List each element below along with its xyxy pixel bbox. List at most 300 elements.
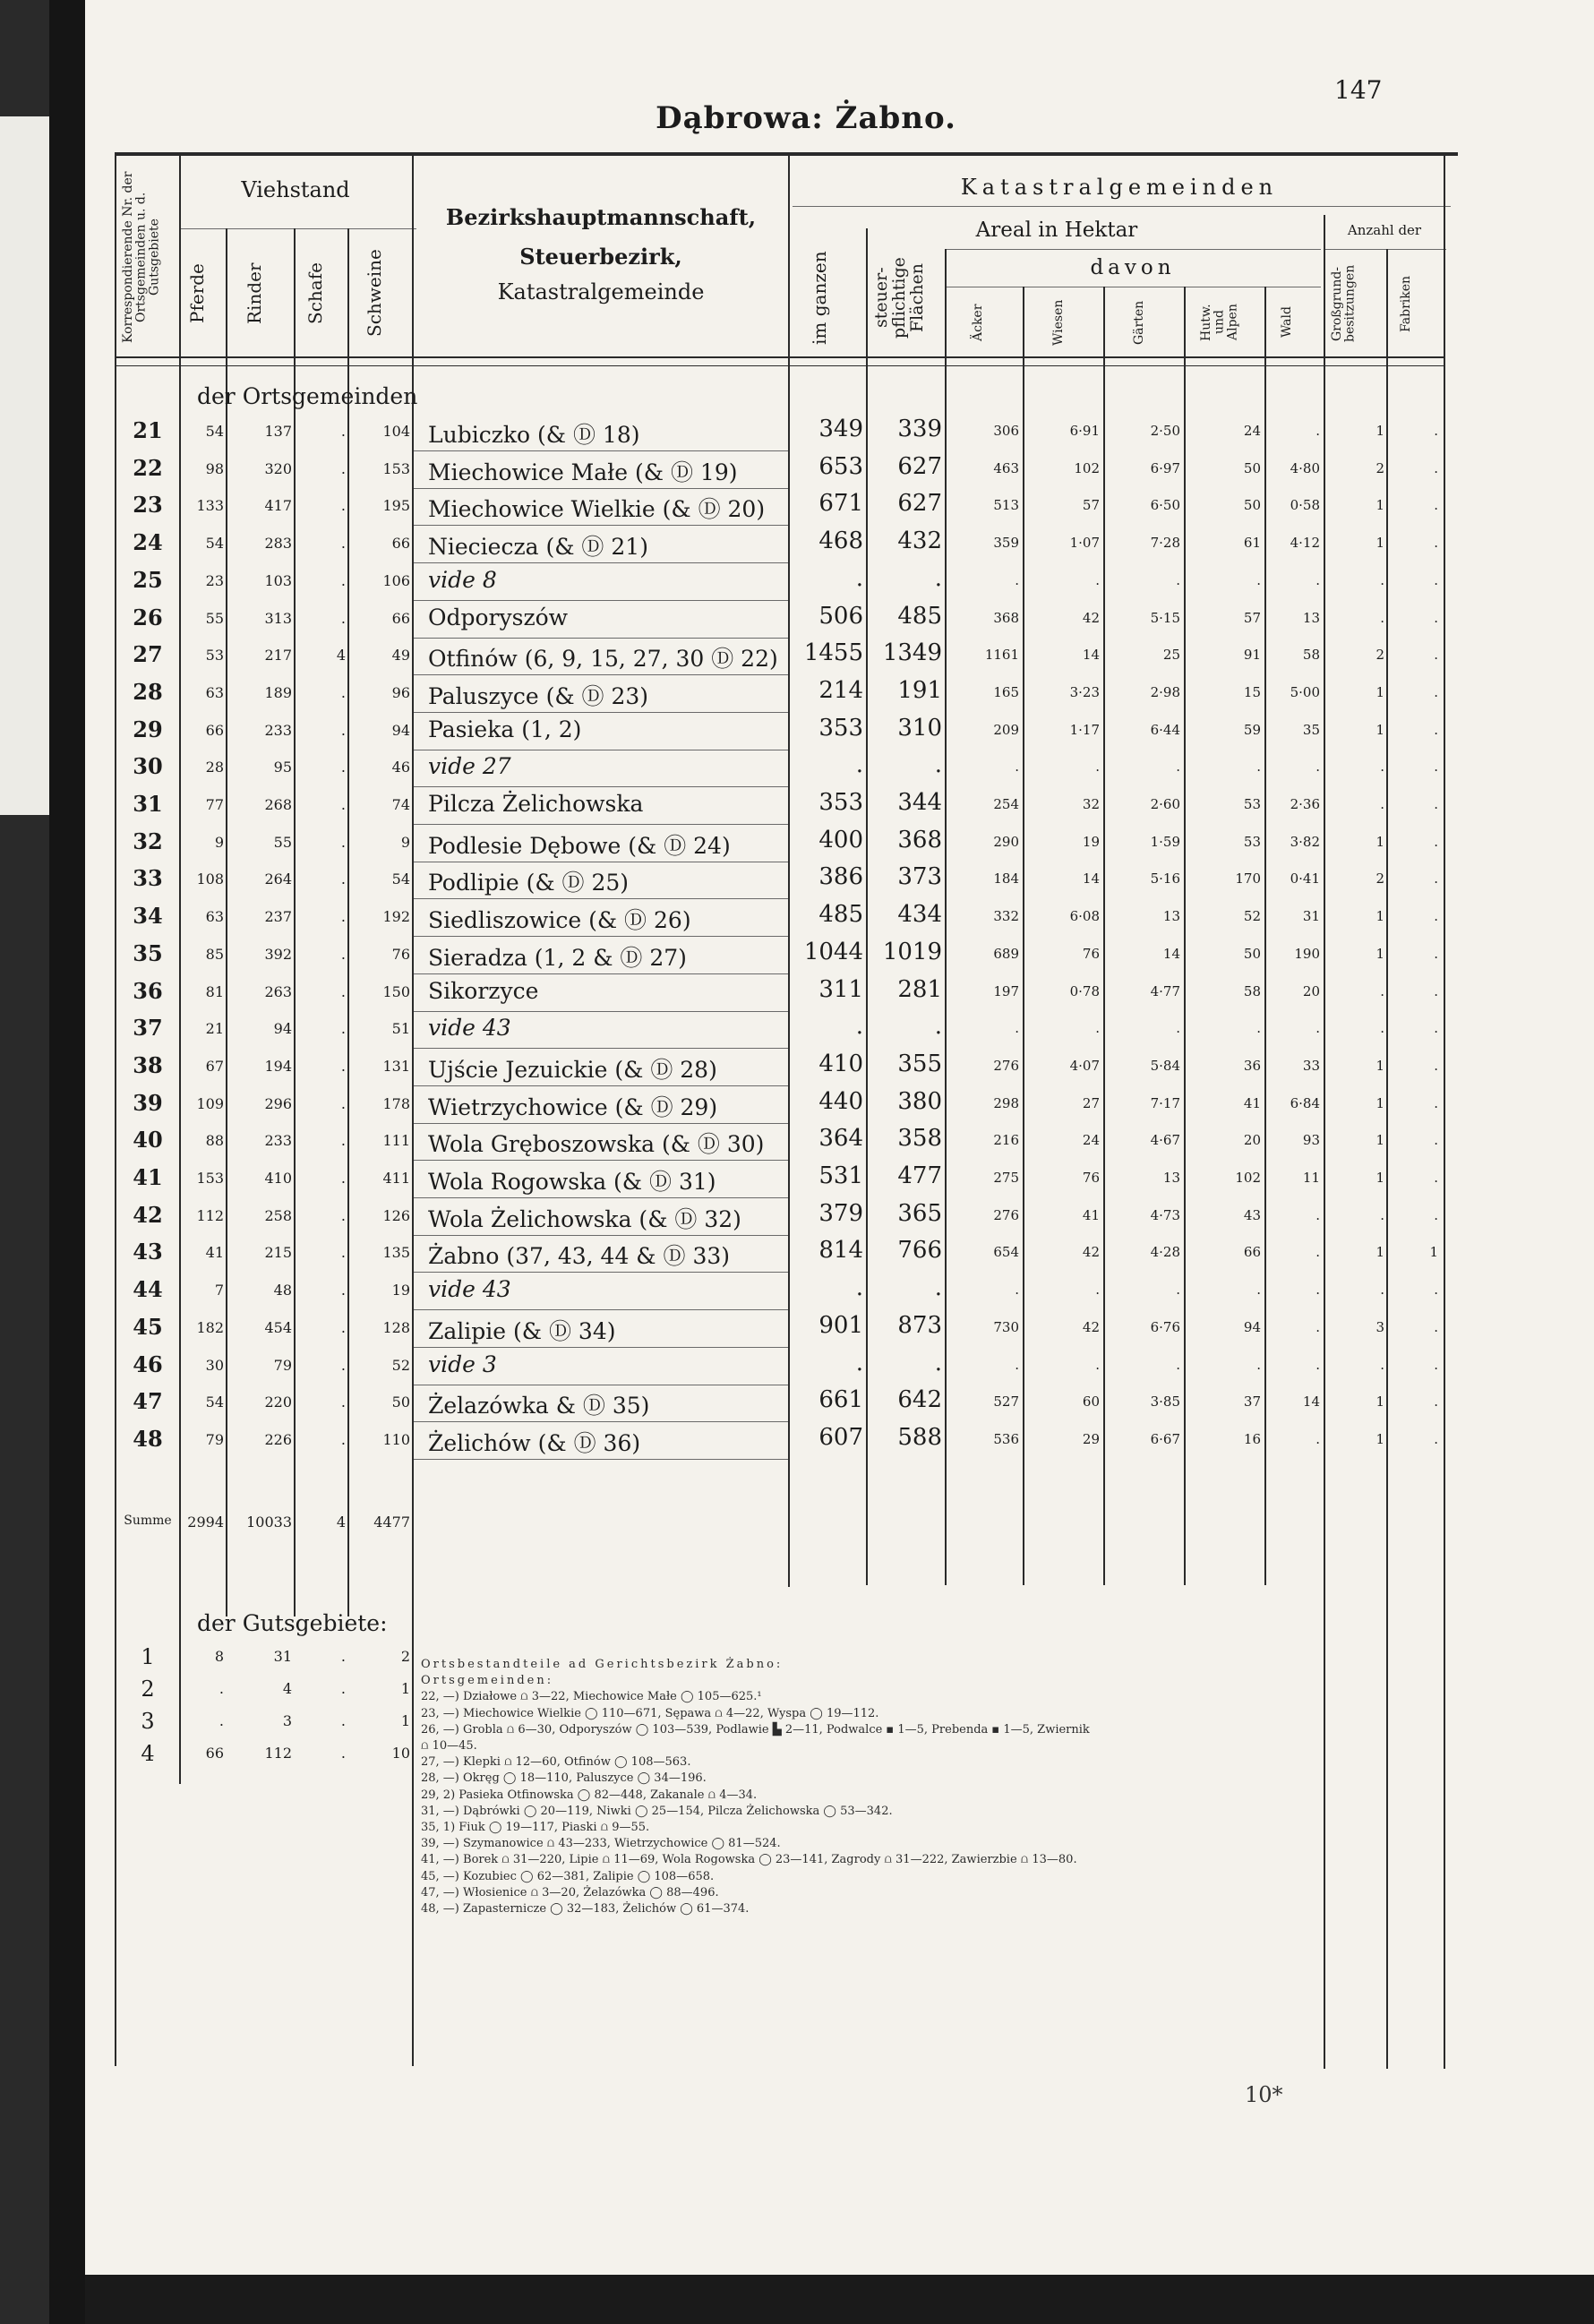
cell-sw: 106 [382,571,410,589]
cell-sw: 195 [382,497,410,515]
header-bezirk-2: Steuerbezirk, [519,244,682,270]
note-line: 45, —) Kozubiec ◯ 62—381, Zalipie ◯ 108—658. [421,1869,715,1883]
row-rule [414,1309,788,1310]
row-number: 43 [133,1239,163,1265]
note-line: 27, —) Klepki ⩍ 12—60, Otfinów ◯ 108—563. [421,1755,691,1770]
cell-pf: 63 [205,908,224,926]
row-number: 37 [133,1015,163,1042]
header-bottom-rule [115,356,1444,358]
summe-label: Summe [124,1514,172,1528]
cell-sw: 54 [391,870,410,888]
cell-steu: 373 [897,863,942,891]
cell-wie: . [1095,1356,1100,1373]
cell-gro: 1 [1375,423,1384,439]
cell-ri: 263 [264,982,292,1000]
rule-v10 [1023,287,1024,1585]
guts-ri: 3 [282,1712,292,1729]
cell-ack: 276 [993,1057,1019,1074]
cell-sw: 110 [382,1430,410,1448]
cell-hut: 58 [1243,982,1261,999]
cell-hut: 57 [1243,609,1261,626]
cell-ri: 226 [264,1430,292,1448]
cell-wie: 102 [1074,459,1100,476]
cell-steu: 368 [897,826,942,853]
cell-steu: 432 [897,527,942,555]
notes-lines [421,1689,1433,1917]
cell-fab: . [1434,571,1438,588]
header-im-ganzen: im ganzen [809,251,830,345]
cell-wal: 0·58 [1290,497,1320,514]
row-number: 27 [133,641,163,668]
cell-hut: . [1256,1356,1261,1373]
cell-wie: 6·08 [1069,908,1100,925]
katastral-name: vide 3 [428,1351,497,1377]
row-number: 45 [133,1313,163,1340]
row-rule [414,638,788,639]
cell-ganz: 485 [818,901,863,929]
cell-gar: 6·97 [1150,459,1180,476]
cell-wie: 29 [1082,1430,1100,1447]
cell-hut: . [1256,1020,1261,1037]
katastral-name: Podlipie (& Ⓓ 25) [428,870,630,896]
cell-wal: 3·82 [1290,833,1320,850]
cell-ack: 463 [993,459,1019,476]
cell-wal: . [1315,759,1320,776]
cell-sc: . [340,1206,346,1224]
cell-gro: . [1380,571,1384,588]
cell-wie: 60 [1082,1394,1100,1411]
guts-pf: 8 [214,1648,224,1665]
cell-ri: 220 [264,1394,292,1411]
row-number: 29 [133,716,163,742]
cell-fab: . [1434,759,1438,776]
row-number: 41 [133,1164,163,1190]
guts-sc: . [340,1745,346,1762]
row-rule [414,674,788,675]
guts-sc: . [340,1680,346,1697]
cell-ganz: 379 [818,1199,863,1227]
cell-ganz: 311 [818,975,863,1003]
guts-sc: . [340,1648,346,1665]
cell-hut: 50 [1243,459,1261,476]
cell-gro: 1 [1375,1057,1384,1074]
row-rule [414,600,788,601]
rule-v7 [788,154,790,1587]
row-rule [414,1421,788,1422]
row-number: 33 [133,865,163,892]
cell-ganz: 468 [818,527,863,555]
cell-wie: 41 [1082,1206,1100,1223]
row-number: 35 [133,939,163,966]
note-line: ⩍ 10—45. [421,1739,477,1754]
cell-fab: . [1434,833,1438,850]
cell-ri: 194 [264,1057,292,1075]
cell-sw: 66 [391,535,410,553]
row-number: 30 [133,753,163,780]
guts-ri: 4 [282,1680,292,1697]
cell-sc: . [340,796,346,813]
cell-pf: 112 [196,1206,224,1224]
row-number: 47 [133,1388,163,1415]
row-rule [414,1048,788,1049]
cell-gar: 13 [1162,1170,1180,1186]
cell-wie: 1·17 [1069,721,1100,738]
cell-wie: 0·78 [1069,982,1100,999]
cell-pf: 153 [196,1170,224,1187]
cell-wal: 6·84 [1290,1094,1320,1111]
cell-ganz: 653 [818,452,863,480]
cell-sw: 96 [391,683,410,701]
cell-steu: . [934,1349,942,1376]
cell-hut: 41 [1243,1094,1261,1111]
note-line: 47, —) Włosienice ⩍ 3—20, Żelazówka ◯ 88—496. [421,1885,719,1900]
row-number: 21 [133,417,163,443]
viehstand-underline [179,228,416,229]
cell-steu: 344 [897,789,942,816]
cell-sc: . [340,945,346,963]
cell-gar: 7·17 [1150,1094,1180,1111]
cell-sc: . [340,1057,346,1075]
cell-sc: . [340,683,346,701]
cell-wal: . [1315,571,1320,588]
row-number: 39 [133,1089,163,1116]
cell-ganz: 661 [818,1386,863,1414]
cell-hut: 53 [1243,833,1261,850]
cell-steu: 355 [897,1050,942,1077]
cell-hut: 43 [1243,1206,1261,1223]
cell-fab: . [1434,423,1438,439]
cell-sw: 104 [382,423,410,440]
katastral-name: Wietrzychowice (& Ⓓ 29) [428,1093,718,1120]
cell-ack: 298 [993,1094,1019,1111]
cell-pf: 55 [205,609,224,627]
row-number: 22 [133,454,163,481]
katastral-name: Niecieczа (& Ⓓ 21) [428,534,648,561]
cell-gro: . [1380,1356,1384,1373]
cell-steu: 310 [897,714,942,742]
cell-pf: 9 [214,833,224,851]
cell-gar: 25 [1162,647,1180,664]
cell-wal: . [1315,1282,1320,1299]
row-number: 24 [133,529,163,556]
cell-sc: . [340,609,346,627]
cell-wal: 13 [1302,609,1320,626]
section-ortsgemeinden: der Ortsgemeinden [197,383,418,409]
cell-steu: 380 [897,1087,942,1115]
cell-fab: . [1434,535,1438,552]
cell-ack: 527 [993,1394,1019,1411]
katastral-name: Paluszyce (& Ⓓ 23) [428,682,649,709]
cell-pf: 88 [205,1132,224,1150]
row-number: 32 [133,828,163,854]
cell-fab: . [1434,1394,1438,1411]
cell-ack: 216 [993,1132,1019,1149]
cell-steu: 588 [897,1423,942,1451]
cell-sw: 94 [391,721,410,739]
note-line: 23, —) Miechowice Wielkie ◯ 110—671, Sępawa ⩍ 4—22, Wyspa ◯ 19—112. [421,1706,879,1720]
cell-sc: . [340,1132,346,1150]
katastral-name: Sikorzyce [428,977,539,1004]
cell-hut: . [1256,759,1261,776]
row-rule [414,450,788,451]
row-rule [414,1272,788,1273]
katastral-name: vide 27 [428,753,511,780]
cell-gar: 13 [1162,908,1180,925]
cell-steu: 766 [897,1237,942,1265]
cell-steu: 627 [897,452,942,480]
katastral-name: Wola Żelichowska (& Ⓓ 32) [428,1205,741,1232]
cell-ri: 95 [273,759,292,776]
cell-sc: . [340,1094,346,1112]
cell-sc: . [340,1430,346,1448]
cell-sc: . [340,1318,346,1336]
cell-gar: 2·60 [1150,796,1180,812]
cell-wie: . [1095,571,1100,588]
cell-fab: . [1434,683,1438,700]
cell-ri: 215 [264,1244,292,1262]
cell-sc: . [340,1356,346,1374]
guts-ri: 112 [264,1745,292,1762]
cell-hut: 50 [1243,945,1261,962]
note-line: 29, 2) Pasieka Otfinowska ◯ 82—448, Zakanale ⩍ 4—34. [421,1788,758,1802]
cell-pf: 7 [214,1282,224,1299]
cell-ganz: 353 [818,714,863,742]
cell-steu: . [934,1013,942,1041]
cell-gro: 1 [1375,1430,1384,1447]
cell-wal: 31 [1302,908,1320,925]
cell-gar: 4·67 [1150,1132,1180,1149]
guts-number: 2 [141,1677,155,1702]
cell-fab: 1 [1429,1244,1438,1261]
cell-ack: 165 [993,683,1019,700]
cell-steu: 358 [897,1125,942,1153]
row-number: 34 [133,903,163,930]
cell-hut: . [1256,571,1261,588]
row-rule [414,525,788,526]
cell-ack: . [1015,1282,1019,1299]
katastral-name: Żelazówka & Ⓓ 35) [428,1393,650,1419]
cell-sw: 49 [391,647,410,665]
katastral-name: Wola Rogowska (& Ⓓ 31) [428,1169,716,1195]
cell-wal: . [1315,1020,1320,1037]
cell-steu: 339 [897,416,942,442]
cell-sc: . [340,721,346,739]
cell-ri: 283 [264,535,292,553]
katastral-name: Sieradza (1, 2 & Ⓓ 27) [428,944,687,971]
cell-ri: 55 [273,833,292,851]
cell-ganz: 671 [818,490,863,518]
cell-pf: 98 [205,459,224,477]
cell-pf: 79 [205,1430,224,1448]
cell-ri: 410 [264,1170,292,1187]
cell-gar: 2·98 [1150,683,1180,700]
cell-steu: 477 [897,1162,942,1189]
row-rule [414,786,788,787]
cell-gar: . [1176,571,1180,588]
katastral-name: vide 43 [428,1276,511,1303]
cell-ack: 290 [993,833,1019,850]
header-hutweiden: Hutw. und Alpen [1199,304,1240,341]
guts-pf: . [219,1712,224,1729]
cell-wal: . [1315,423,1320,439]
cell-ack: 332 [993,908,1019,925]
cell-sw: 192 [382,908,410,926]
guts-number: 1 [141,1644,155,1669]
cell-wie: 42 [1082,1244,1100,1261]
cell-gar: 4·77 [1150,982,1180,999]
rule-v6 [412,154,414,2066]
cell-steu: 434 [897,901,942,929]
cell-gro: 1 [1375,497,1384,514]
cell-gar: 2·50 [1150,423,1180,439]
cell-gar: . [1176,1356,1180,1373]
cell-sc: . [340,982,346,1000]
cell-sc: . [340,1170,346,1187]
row-rule [414,1085,788,1086]
row-rule [414,973,788,974]
cell-ack: 359 [993,535,1019,552]
cell-wie: 76 [1082,1170,1100,1186]
cell-gro: 1 [1375,721,1384,738]
rule-v1 [115,154,116,2066]
cell-ri: 237 [264,908,292,926]
cell-fab: . [1434,1057,1438,1074]
cell-ack: 197 [993,982,1019,999]
cell-sc: . [340,1394,346,1411]
cell-hut: 37 [1243,1394,1261,1411]
cell-ri: 103 [264,571,292,589]
cell-pf: 30 [205,1356,224,1374]
note-line: 26, —) Grobla ⩍ 6—30, Odporyszów ◯ 103—539, Podlawie ▙ 2—11, Podwalce ▪ 1—5, Prebenda ▪ 1—5, Zwiernik [421,1722,1090,1737]
cell-ganz: 506 [818,602,863,630]
guts-sw: 10 [391,1745,410,1762]
cell-wal: 14 [1302,1394,1320,1411]
cell-gro: . [1380,796,1384,812]
cell-gro: . [1380,759,1384,776]
cell-gar: . [1176,1020,1180,1037]
guts-sw: 1 [400,1680,410,1697]
cell-fab: . [1434,459,1438,476]
cell-fab: . [1434,721,1438,738]
note-line: 35, 1) Fiuk ◯ 19—117, Piaski ⩍ 9—55. [421,1821,650,1835]
cell-pf: 54 [205,1394,224,1411]
cell-ganz: 364 [818,1125,863,1153]
cell-ganz: 607 [818,1423,863,1451]
cell-sc: . [340,423,346,440]
cell-ganz: . [855,1013,863,1041]
cell-ack: 654 [993,1244,1019,1261]
header-bezirk-3: Katastralgemeinde [497,279,705,304]
header-fabriken: Fabriken [1399,275,1413,332]
header-bezirk-1: Bezirkshauptmannschaft, [445,204,757,230]
cell-sc: . [340,870,346,888]
cell-sc: . [340,1282,346,1299]
row-number: 42 [133,1201,163,1228]
cell-gro: 3 [1375,1318,1384,1335]
cell-gar: 4·73 [1150,1206,1180,1223]
cell-gro: . [1380,1282,1384,1299]
cell-ri: 313 [264,609,292,627]
cell-steu: 281 [897,975,942,1003]
cell-ri: 392 [264,945,292,963]
note-line: 22, —) Działowe ⩍ 3—22, Miechowice Małe ◯ 105—625.¹ [421,1690,762,1704]
cell-sw: 126 [382,1206,410,1224]
katastral-name: Otfinów (6, 9, 15, 27, 30 Ⓓ 22) [428,646,778,673]
notes-subtitle: Ortsgemeinden: [421,1674,554,1688]
cell-sc: . [340,459,346,477]
row-rule [414,1011,788,1012]
cell-steu: 627 [897,490,942,518]
cell-wie: 1·07 [1069,535,1100,552]
cell-gro: . [1380,609,1384,626]
cell-gar: 6·76 [1150,1318,1180,1335]
header-davon: davon [1090,256,1176,279]
cell-ganz: 410 [818,1050,863,1077]
rule-v12 [1184,287,1186,1585]
cell-sw: 19 [391,1282,410,1299]
cell-ganz: 400 [818,826,863,853]
cell-gar: 3·85 [1150,1394,1180,1411]
cell-gro: . [1380,1020,1384,1037]
header-anzahl: Anzahl der [1347,222,1422,238]
cell-gar: 7·28 [1150,535,1180,552]
cell-sc: . [340,833,346,851]
katastral-name: Odporyszów [428,604,569,630]
running-title: Dąbrowa: Żabno. [656,100,956,136]
cell-hut: 20 [1243,1132,1261,1149]
signature-mark: 10* [1245,2082,1283,2107]
cell-sw: 128 [382,1318,410,1336]
header-rinder: Rinder [244,262,265,324]
cell-ri: 189 [264,683,292,701]
note-line: 41, —) Borek ⩍ 31—220, Lipie ⩍ 11—69, Wola Rogowska ◯ 23—141, Zagrody ⩍ 31—222, Zawierzbie ⩍ 13—80. [421,1853,1077,1867]
cell-sc: . [340,535,346,553]
cell-fab: . [1434,1318,1438,1335]
katastral-name: vide 8 [428,566,497,593]
cell-pf: 23 [205,571,224,589]
cell-pf: 66 [205,721,224,739]
cell-gro: 1 [1375,1132,1384,1149]
cell-fab: . [1434,497,1438,514]
header-steuer: steuer-pflichtige Flächen [871,257,927,339]
cell-steu: 1349 [882,639,942,667]
katastral-name: vide 43 [428,1015,511,1042]
katastral-underline [793,206,1451,207]
row-number: 28 [133,678,163,705]
cell-sw: 51 [391,1020,410,1038]
cell-wie: 3·23 [1069,683,1100,700]
row-rule [414,488,788,489]
cell-pf: 21 [205,1020,224,1038]
cell-fab: . [1434,908,1438,925]
row-number: 40 [133,1127,163,1153]
guts-pf: . [219,1680,224,1697]
cell-fab: . [1434,945,1438,962]
cell-sw: 50 [391,1394,410,1411]
katastral-name: Miechowice Małe (& Ⓓ 19) [428,459,738,485]
cell-wal: . [1315,1206,1320,1223]
cell-gar: 6·50 [1150,497,1180,514]
cell-pf: 41 [205,1244,224,1262]
cell-ri: 94 [273,1020,292,1038]
row-number: 46 [133,1351,163,1377]
cell-wal: 0·41 [1290,870,1320,888]
row-rule [414,1160,788,1161]
cell-hut: 15 [1243,683,1261,700]
cell-pf: 85 [205,945,224,963]
cell-ri: 296 [264,1094,292,1112]
cell-pf: 182 [196,1318,224,1336]
